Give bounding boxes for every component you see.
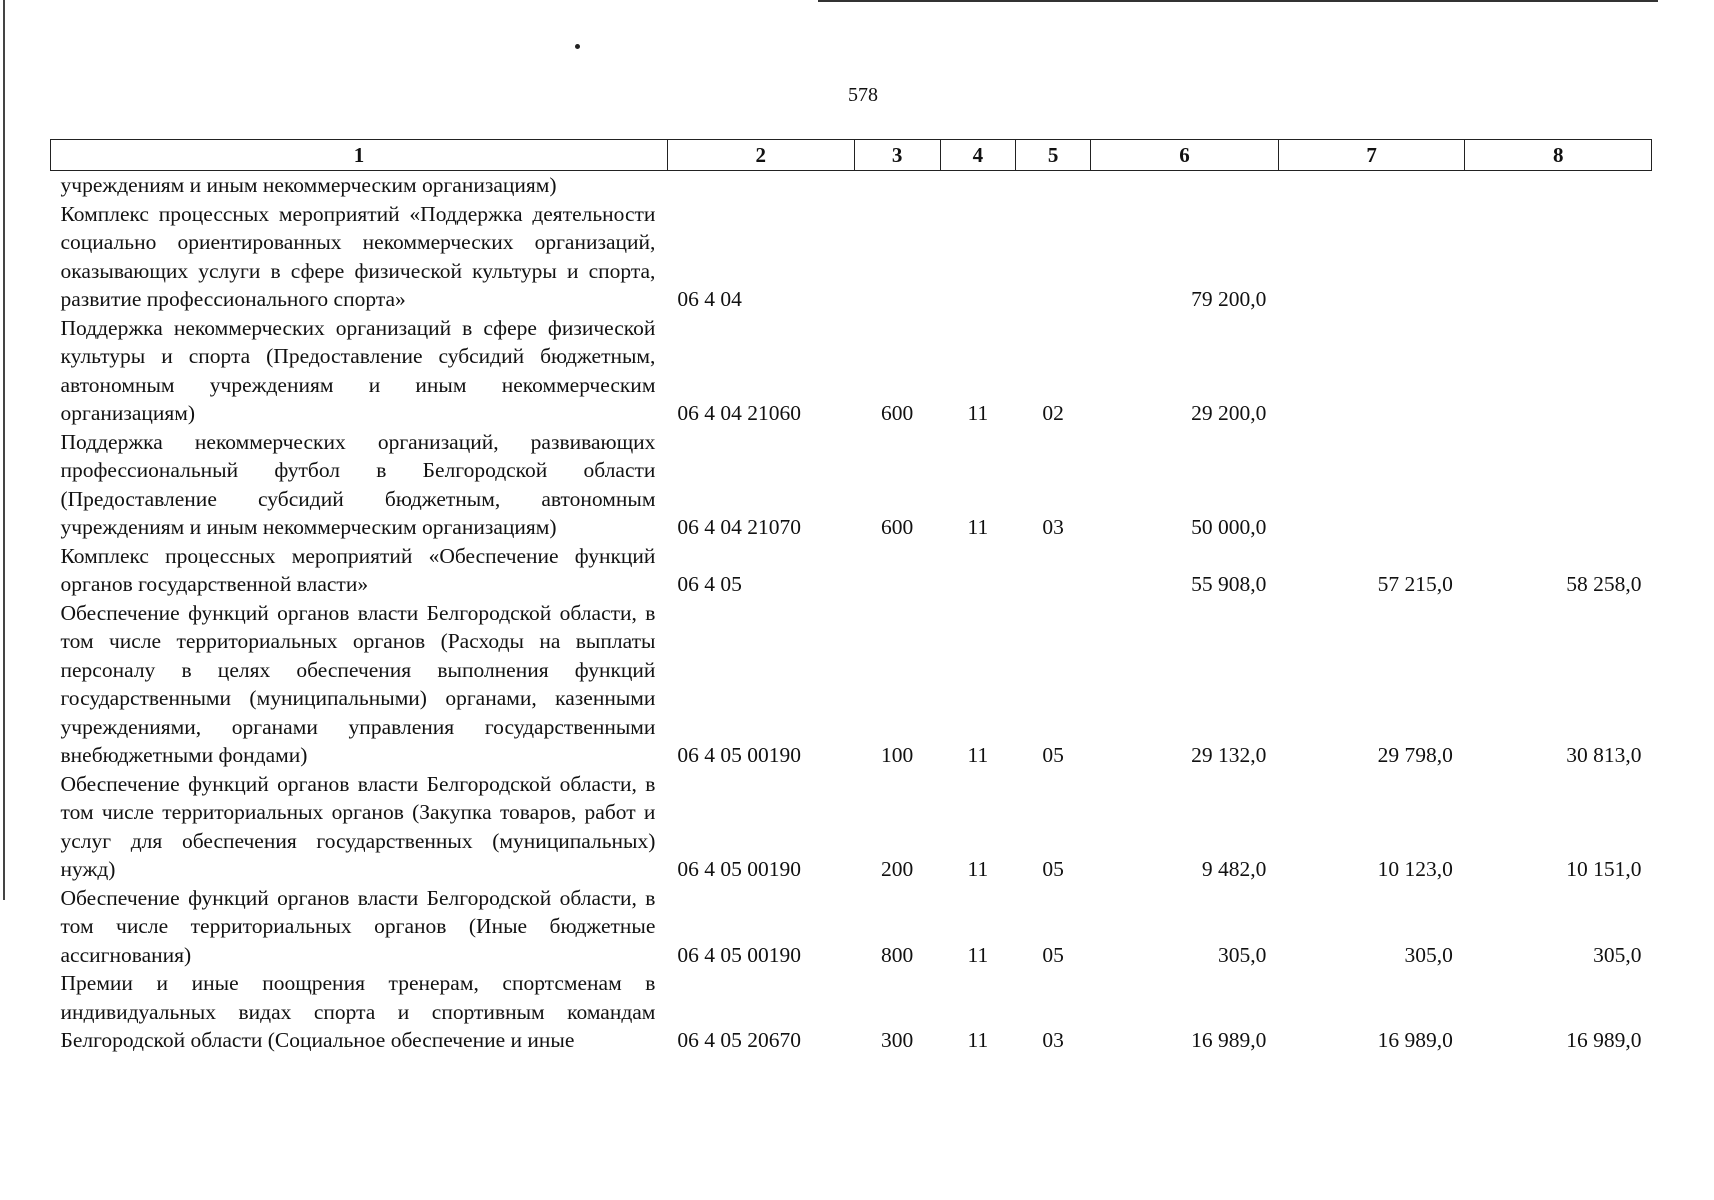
row-code: 06 4 05 00190 bbox=[677, 743, 802, 767]
row-col3 bbox=[854, 171, 940, 200]
row-col8: 10 151,0 bbox=[1566, 857, 1642, 881]
row-col4 bbox=[940, 200, 1015, 314]
table-row bbox=[51, 171, 1652, 200]
row-col8 bbox=[1465, 171, 1652, 200]
row-col6: 79 200,0 bbox=[1191, 287, 1267, 311]
row-col4: 11 bbox=[967, 401, 989, 425]
row-code: 06 4 05 00190 bbox=[677, 857, 802, 881]
row-col3: 800 bbox=[881, 942, 914, 967]
column-header-8: 8 bbox=[1465, 140, 1652, 171]
row-description: Обеспечение функций органов власти Белгородской области, в том числе территориальных органов (Иные бюджетные ассигнования) bbox=[60, 885, 656, 967]
row-col4 bbox=[940, 542, 1015, 599]
table-row bbox=[51, 884, 1652, 970]
table-row bbox=[51, 599, 1652, 770]
scan-edge-left bbox=[3, 0, 5, 900]
row-col5: 03 bbox=[1042, 1028, 1064, 1052]
row-col6: 50 000,0 bbox=[1191, 515, 1267, 539]
table-row bbox=[51, 314, 1652, 428]
row-col3 bbox=[854, 542, 940, 599]
table-row bbox=[51, 542, 1652, 599]
row-col8 bbox=[1465, 314, 1652, 428]
row-col5: 03 bbox=[1042, 515, 1064, 539]
row-col3: 100 bbox=[881, 743, 914, 767]
row-col6: 16 989,0 bbox=[1191, 1028, 1267, 1052]
row-col4: 11 bbox=[967, 515, 989, 539]
row-col3 bbox=[854, 200, 940, 314]
row-description: Комплекс процессных мероприятий «Поддержка деятельности социально ориентированных некоммерческих организаций, оказывающих услуги в сфере физической культуры и спорта, развитие профессионального спорта» bbox=[60, 201, 656, 311]
row-col5 bbox=[1016, 200, 1091, 314]
row-col7: 305,0 bbox=[1404, 942, 1453, 967]
table-row bbox=[51, 428, 1652, 542]
row-col4 bbox=[940, 171, 1015, 200]
budget-table bbox=[50, 139, 1652, 1055]
row-col8: 16 989,0 bbox=[1566, 1028, 1642, 1052]
row-col7: 16 989,0 bbox=[1377, 1028, 1453, 1052]
row-col4: 11 bbox=[967, 857, 989, 881]
row-col4: 11 bbox=[967, 1028, 989, 1052]
row-col7 bbox=[1278, 171, 1465, 200]
row-col7 bbox=[1278, 314, 1465, 428]
row-col6 bbox=[1091, 171, 1279, 200]
row-code: 06 4 05 bbox=[677, 572, 742, 596]
row-col8: 30 813,0 bbox=[1566, 743, 1642, 767]
row-code: 06 4 04 21070 bbox=[677, 515, 802, 539]
row-col8 bbox=[1465, 428, 1652, 542]
row-col6: 55 908,0 bbox=[1191, 572, 1267, 596]
row-code bbox=[667, 171, 854, 200]
column-header-3: 3 bbox=[854, 140, 940, 171]
row-col6: 9 482,0 bbox=[1201, 857, 1267, 881]
row-description: учреждениям и иным некоммерческим организациям) bbox=[60, 173, 557, 197]
table-row bbox=[51, 200, 1652, 314]
row-col4: 11 bbox=[967, 942, 989, 967]
scan-edge-top bbox=[818, 0, 1658, 2]
table-row bbox=[51, 969, 1652, 1055]
row-col5: 05 bbox=[1042, 942, 1064, 967]
column-header-6: 6 bbox=[1091, 140, 1279, 171]
row-col5 bbox=[1016, 542, 1091, 599]
row-description: Комплекс процессных мероприятий «Обеспечение функций органов государственной власти» bbox=[60, 543, 656, 596]
table-header-row bbox=[51, 140, 1652, 171]
row-col7 bbox=[1278, 428, 1465, 542]
row-col6: 29 132,0 bbox=[1191, 743, 1267, 767]
row-col5: 02 bbox=[1042, 401, 1064, 425]
row-description: Обеспечение функций органов власти Белгородской области, в том числе территориальных органов (Расходы на выплаты персоналу в целях обеспечения выполнения функций государственными (муниципальными) органами, казенными учреждениями, органами управления государственными внебюджетными фондами) bbox=[60, 600, 656, 767]
row-col6: 305,0 bbox=[1217, 942, 1267, 967]
row-col7: 29 798,0 bbox=[1377, 743, 1453, 767]
speck-mark bbox=[575, 44, 580, 49]
row-code: 06 4 04 bbox=[677, 287, 742, 311]
row-code: 06 4 04 21060 bbox=[677, 401, 802, 425]
column-header-7: 7 bbox=[1278, 140, 1465, 171]
row-col8: 305,0 bbox=[1593, 942, 1642, 967]
row-col8: 58 258,0 bbox=[1566, 572, 1642, 596]
row-description: Поддержка некоммерческих организаций в сфере физической культуры и спорта (Предоставление субсидий бюджетным, автономным учреждениям и иным некоммерческим организациям) bbox=[60, 315, 656, 425]
row-col4: 11 bbox=[967, 743, 989, 767]
column-header-1: 1 bbox=[51, 140, 668, 171]
column-header-4: 4 bbox=[940, 140, 1015, 171]
column-header-5: 5 bbox=[1016, 140, 1091, 171]
row-col7: 10 123,0 bbox=[1377, 857, 1453, 881]
row-code: 06 4 05 00190 bbox=[677, 942, 802, 967]
table-row bbox=[51, 770, 1652, 884]
row-col5: 05 bbox=[1042, 857, 1064, 881]
row-description: Поддержка некоммерческих организаций, развивающих профессиональный футбол в Белгородской области (Предоставление субсидий бюджетным, автономным учреждениям и иным некоммерческим организациям) bbox=[60, 429, 656, 539]
row-description: Премии и иные поощрения тренерам, спортсменам в индивидуальных видах спорта и спортивным командам Белгородской области (Социальное обеспечение и иные bbox=[60, 971, 656, 1052]
row-col5: 05 bbox=[1042, 743, 1064, 767]
row-col8 bbox=[1465, 200, 1652, 314]
row-col3: 300 bbox=[881, 1028, 914, 1052]
row-code: 06 4 05 20670 bbox=[677, 1028, 802, 1052]
row-col3: 600 bbox=[881, 401, 914, 425]
row-col7 bbox=[1278, 200, 1465, 314]
row-description: Обеспечение функций органов власти Белгородской области, в том числе территориальных органов (Закупка товаров, работ и услуг для обеспечения государственных (муниципальных) нужд) bbox=[60, 771, 656, 881]
row-col7: 57 215,0 bbox=[1377, 572, 1453, 596]
page-number: 578 bbox=[848, 84, 878, 106]
row-col5 bbox=[1016, 171, 1091, 200]
row-col3: 600 bbox=[881, 515, 914, 539]
row-col6: 29 200,0 bbox=[1191, 401, 1267, 425]
column-header-2: 2 bbox=[667, 140, 854, 171]
row-col3: 200 bbox=[881, 857, 914, 881]
